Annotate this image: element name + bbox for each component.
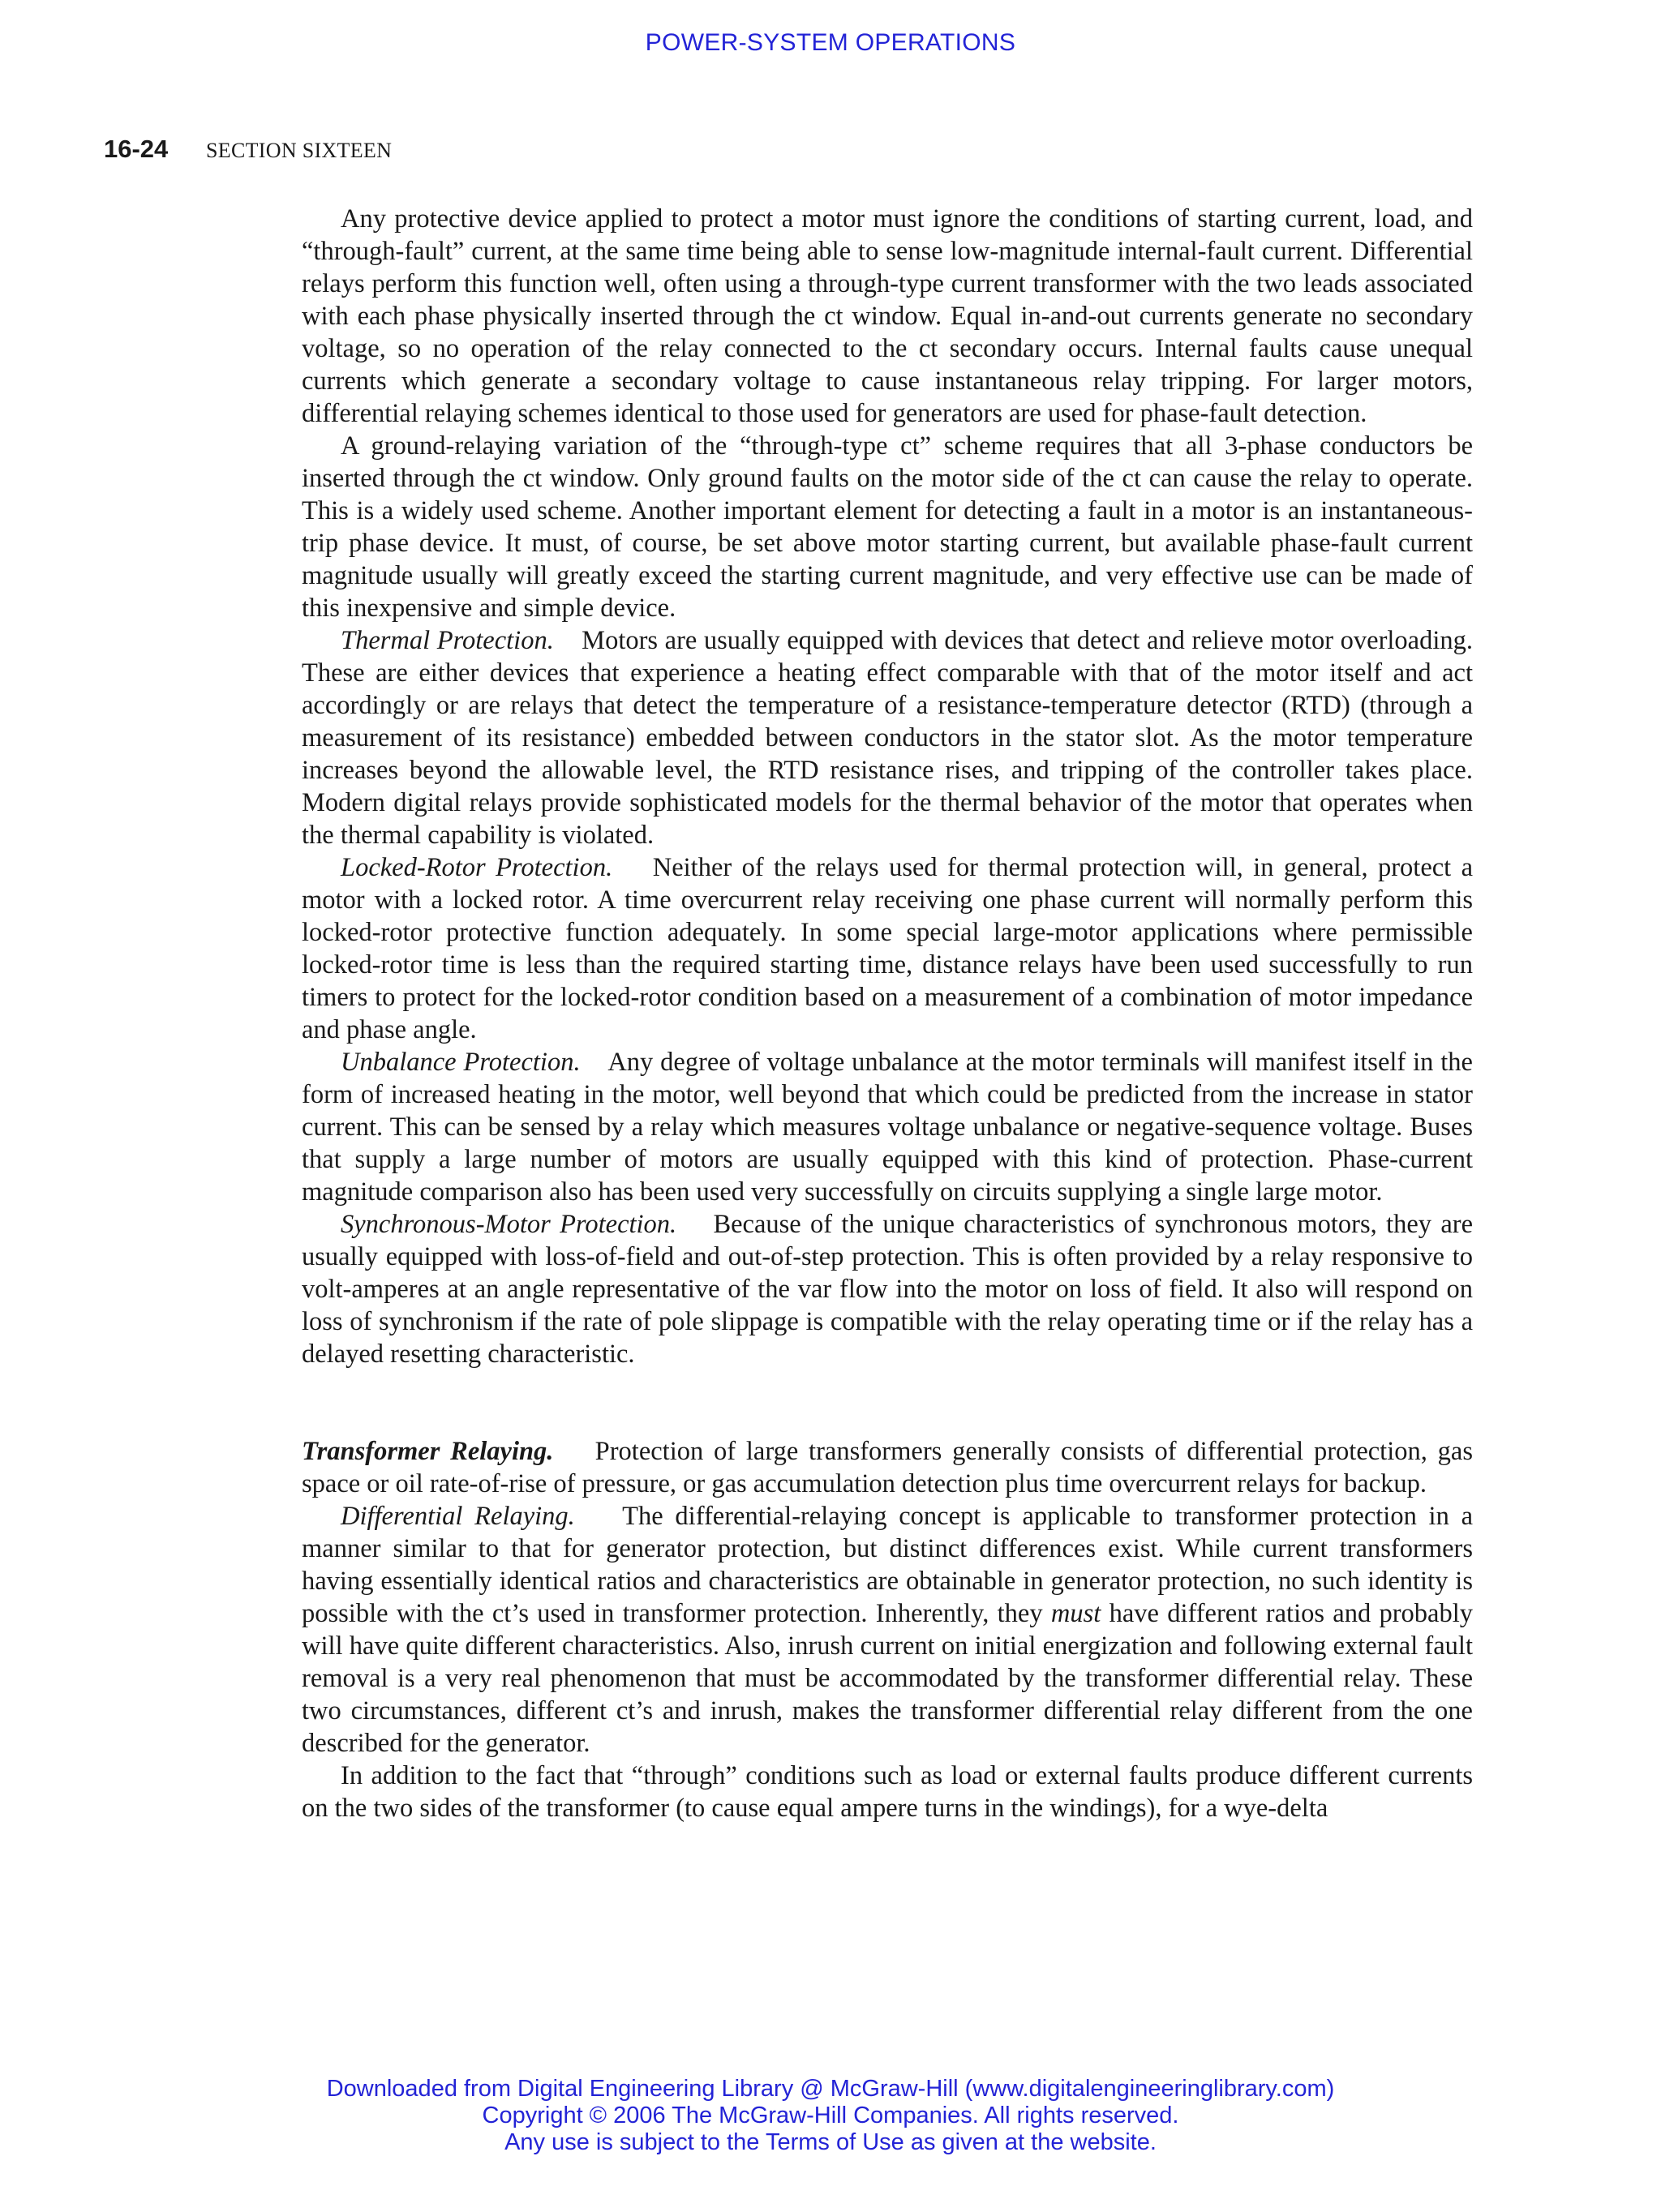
emphasis-word: must (1050, 1599, 1101, 1628)
paragraph-text: A ground-relaying variation of the “through-type ct” scheme requires that all 3-phase conductors be inserted through the ct window. Only ground faults on the motor side of the ct can cause the relay to operate. This is a widely used scheme. Another important element for detecting a fault in a motor is an instantaneous-trip phase device. It must, of course, be set above motor starting current, but available phase-fault current magnitude usually will greatly exceed the starting current magnitude, and very effective use can be made of this inexpensive and simple device. (302, 431, 1473, 623)
footer-copyright: Copyright © 2006 The McGraw-Hill Companies. All rights reserved. (482, 2103, 1179, 2128)
run-in-heading: Thermal Protection. (341, 626, 554, 655)
paragraph-motor-protection (302, 203, 1473, 430)
paragraph-text: Motors are usually equipped with devices that detect and relieve motor overloading. These are either devices that experience a heating effect comparable with that of the motor itself and act accordingly or are relays that detect the temperature of a resistance-temperature detector (RTD) (through a measurement of its resistance) embedded between conductors in the stator slot. As the motor temperature increases beyond the allowable level, the RTD resistance rises, and tripping of the controller takes place. Modern digital relays provide sophisticated models for the thermal behavior of the motor that operates when the thermal capability is violated. (302, 626, 1474, 850)
paragraph-transformer-relaying (302, 1435, 1473, 1500)
paragraph-thermal-protection (302, 624, 1473, 851)
paragraph-locked-rotor (302, 851, 1473, 1046)
paragraph-ground-relaying (302, 430, 1473, 624)
paragraph-text: The differential-relaying concept is applicable to transformer protection in a manner similar to that for generator protection, but distinct differences exist. While current transformers having essentially identical ratios and characteristics are obtainable in generator protection, no such identity is possible with the ct’s used in transformer protection. Inherently, they (302, 1502, 1473, 1628)
paragraph-unbalance (302, 1046, 1473, 1208)
paragraph-through-conditions (302, 1760, 1473, 1824)
paragraph-text: have different ratios and probably will have quite different characteristics. Also, inrush current on initial energization and following external fault removal is a very real phenomenon that must be accommodated by the transformer differential relay. These two circumstances, different ct’s and inrush, makes the transformer differential relay different from the one described for the generator. (302, 1599, 1474, 1758)
top-banner: POWER-SYSTEM OPERATIONS (645, 29, 1016, 56)
section-heading: Transformer Relaying. (302, 1437, 554, 1466)
page-number: 16-24 (104, 135, 169, 163)
paragraph-text: Neither of the relays used for thermal protection will, in general, protect a motor with a locked rotor. A time overcurrent relay receiving one phase current will normally perform this locked-rotor protective function adequately. In some special large-motor applications where permissible locked-rotor time is less than the required starting time, distance relays have been used successfully to run timers to protect for the locked-rotor condition based on a measurement of a combination of motor impedance and phase angle. (302, 853, 1474, 1044)
footer (0, 2076, 1661, 2156)
paragraph-text: In addition to the fact that “through” conditions such as load or external faults produce different currents on the two sides of the transformer (to cause equal ampere turns in the windings), for a wye-delta (302, 1761, 1473, 1823)
paragraph-text: Any degree of voltage unbalance at the motor terminals will manifest itself in the form of increased heating in the motor, well beyond that which could be predicted from the increase in stator current. This can be sensed by a relay which measures voltage unbalance or negative-sequence voltage. Buses that supply a large number of motors are usually equipped with this kind of protection. Phase-current magnitude comparison also has been used very successfully on circuits supplying a single large motor. (302, 1048, 1473, 1207)
paragraph-synchronous-motor (302, 1208, 1473, 1370)
paragraph-differential-relaying (302, 1500, 1473, 1760)
run-in-heading: Synchronous-Motor Protection. (341, 1210, 677, 1239)
footer-terms: Any use is subject to the Terms of Use as given at the website. (504, 2129, 1157, 2155)
footer-download-link[interactable]: Downloaded from Digital Engineering Library @ McGraw-Hill (www.digitalengineeringlibrary.com) (326, 2076, 1335, 2102)
paragraph-text: Because of the unique characteristics of synchronous motors, they are usually equipped with loss-of-field and out-of-step protection. This is often provided by a relay responsive to volt-amperes at an angle representative of the var flow into the motor on loss of field. It also will respond on loss of synchronism if the rate of pole slippage is compatible with the relay operating time or if the relay has a delayed resetting characteristic. (302, 1210, 1474, 1369)
paragraph-text: Any protective device applied to protect a motor must ignore the conditions of starting current, load, and “through-fault” current, at the same time being able to sense low-magnitude internal-fault current. Differential relays perform this function well, often using a through-type current transformer with the two leads associated with each phase physically inserted through the ct window. Equal in-and-out currents generate no secondary voltage, so no operation of the relay connected to the ct secondary occurs. Internal faults cause unequal currents which generate a secondary voltage to cause instantaneous relay tripping. For larger motors, differential relaying schemes identical to those used for generators are used for phase-fault detection. (302, 204, 1473, 428)
body-text (302, 203, 1473, 1824)
section-name: SECTION SIXTEEN (206, 139, 393, 162)
run-in-heading: Locked-Rotor Protection. (341, 853, 613, 882)
paragraph-text: Protection of large transformers generally consists of differential protection, gas space or oil rate-of-rise of pressure, or gas accumulation detection plus time overcurrent relays for backup. (302, 1437, 1473, 1498)
running-head (104, 135, 392, 164)
run-in-heading: Unbalance Protection. (341, 1048, 581, 1077)
run-in-heading: Differential Relaying. (341, 1502, 575, 1531)
